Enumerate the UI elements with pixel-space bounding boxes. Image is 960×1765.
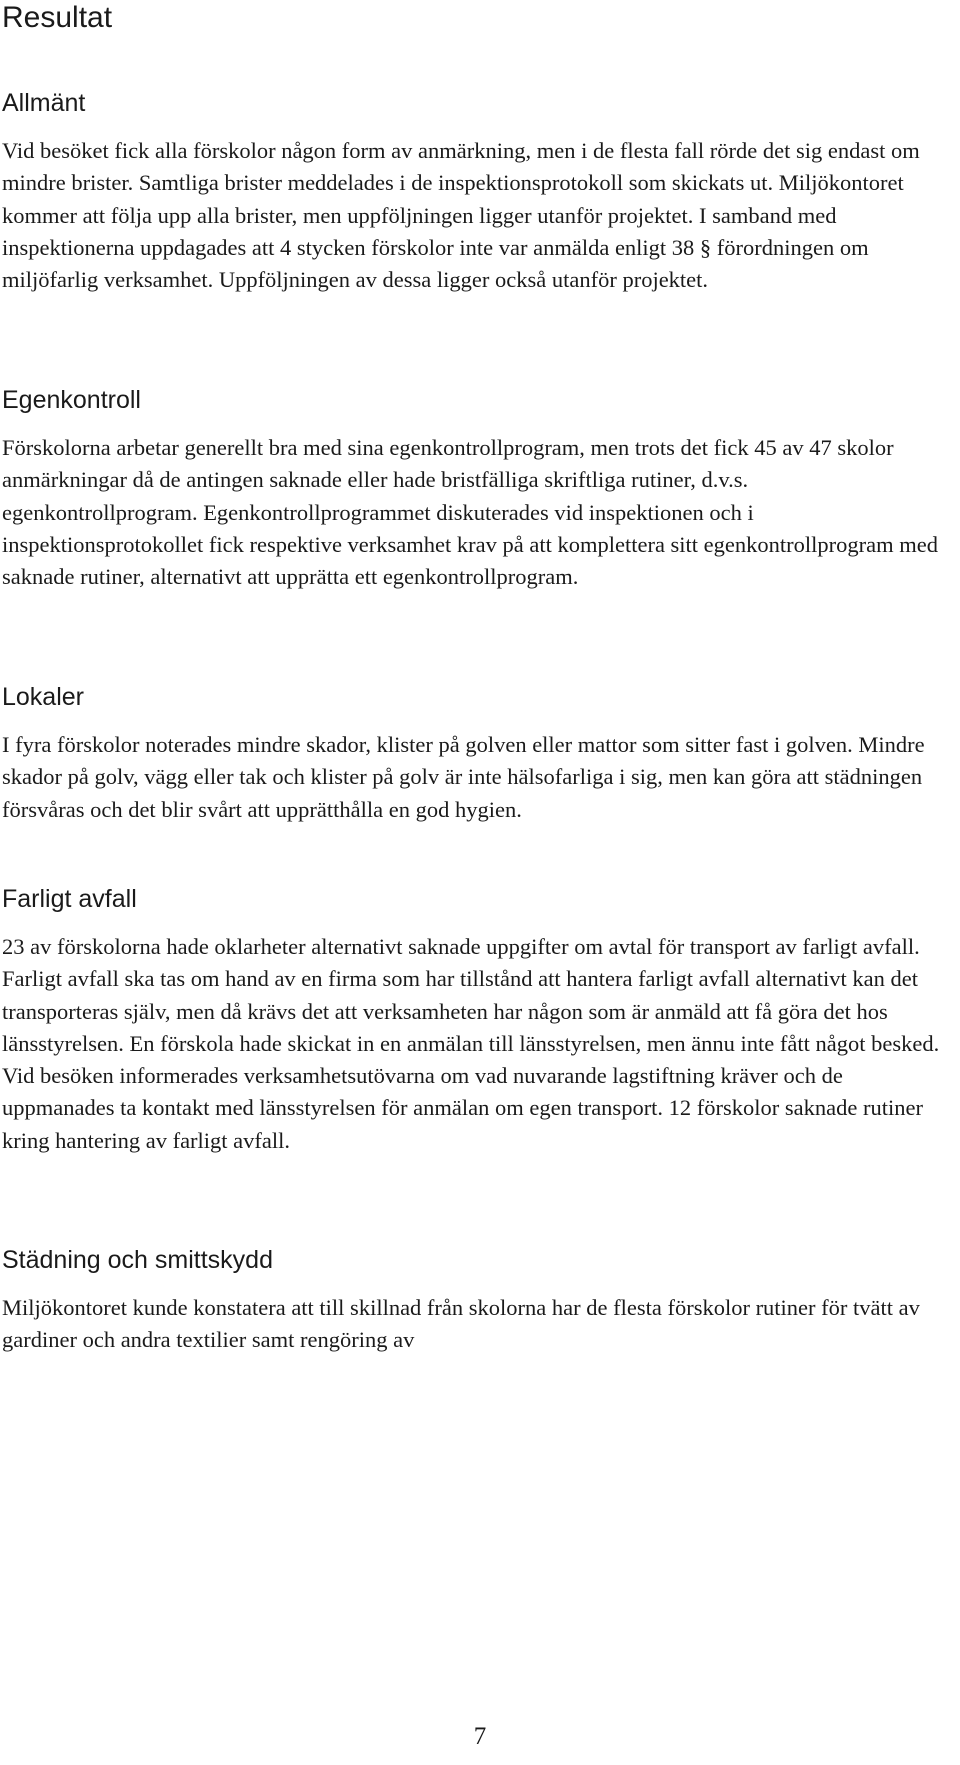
section-body-lokaler: I fyra förskolor noterades mindre skador, klister på golven eller mattor som sitter fast i golven. Mindre skador på golv, vägg eller tak och klister på golv är inte hälsofarliga i sig, men kan göra att städningen försvåras och det blir svårt att upprätthålla en god hygien. (2, 732, 925, 822)
section-body-stadning-och-smittskydd: Miljökontoret kunde konstatera att till skillnad från skolorna har de flesta förskolor rutiner för tvätt av gardiner och andra textilier samt rengöring av (2, 1295, 920, 1353)
section-heading-farligt-avfall: Farligt avfall (2, 885, 137, 913)
section-heading-egenkontroll: Egenkontroll (2, 386, 141, 414)
section-heading-lokaler: Lokaler (2, 683, 84, 711)
section-body-egenkontroll: Förskolorna arbetar generellt bra med sina egenkontrollprogram, men trots det fick 45 av 47 skolor anmärkningar då de antingen saknade eller hade bristfälliga skriftliga rutiner, d.v.s. egenkontrollprogram. Egenkontrollprogrammet diskuterades vid inspektionen och i inspektionsprotokollet fick respektive verksamhet krav på att komplettera sitt egenkontrollprogram med saknade rutiner, alternativt att upprätta ett egenkontrollprogram. (2, 435, 938, 590)
section-body-farligt-avfall: 23 av förskolorna hade oklarheter alternativt saknade uppgifter om avtal för transport av farligt avfall. Farligt avfall ska tas om hand av en firma som har tillstånd att hantera farligt avfall alternativt kan det transporteras själv, men då krävs det att verksamheten har någon som är anmäld att få göra det hos länsstyrelsen. En förskola hade skickat in en anmälan till länsstyrelsen, men ännu inte fått något besked. Vid besöken informerades verksamhetsutövarna om vad nuvarande lagstiftning kräver och de uppmanades ta kontakt med länsstyrelsen för anmälan om egen transport. 12 förskolor saknade rutiner kring hantering av farligt avfall. (2, 934, 940, 1153)
section-heading-stadning-och-smittskydd: Städning och smittskydd (2, 1246, 273, 1274)
page-title: Resultat (2, 1, 113, 34)
page-number: 7 (473, 1723, 487, 1750)
section-body-allmant: Vid besöket fick alla förskolor någon form av anmärkning, men i de flesta fall rörde det sig endast om mindre brister. Samtliga brister meddelades i de inspektionsprotokoll som skickats ut. Miljökontoret kommer att följa upp alla brister, men uppföljningen ligger utanför projektet. I samband med inspektionerna uppdagades att 4 stycken förskolor inte var anmälda enligt 38 § förordningen om miljöfarlig verksamhet. Uppföljningen av dessa ligger också utanför projektet. (2, 138, 920, 293)
section-heading-allmant: Allmänt (2, 89, 86, 117)
